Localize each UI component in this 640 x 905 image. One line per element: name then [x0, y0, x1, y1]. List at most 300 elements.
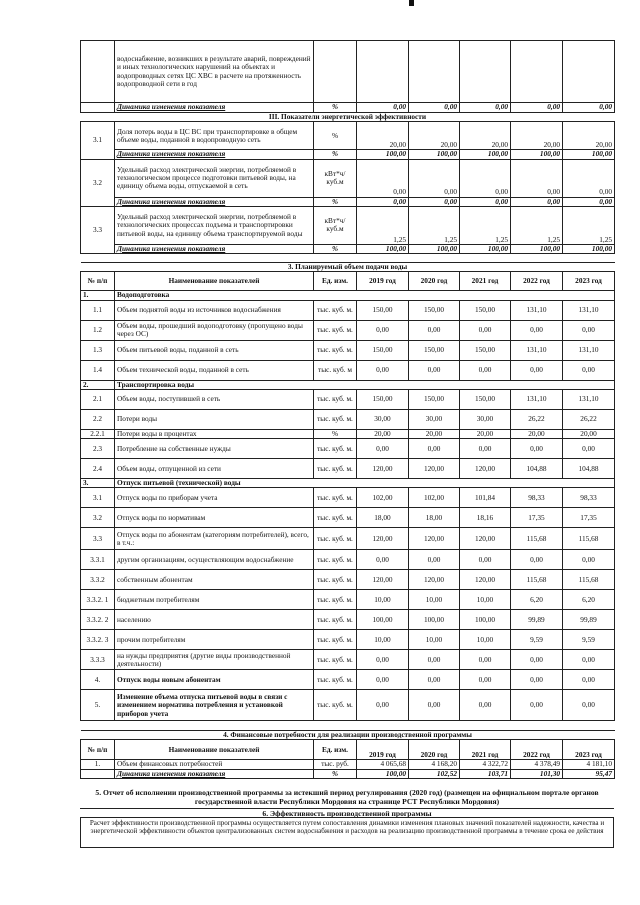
indicator-name: Объем воды, отпущенной из сети — [115, 459, 314, 479]
value-cell: 4 322,72 — [460, 760, 511, 769]
value-cell: 10,00 — [357, 590, 409, 610]
header-year: 2019 год — [357, 740, 409, 760]
indicator-name: собственным абонентам — [115, 570, 314, 590]
value-cell: 102,00 — [409, 488, 460, 508]
table-row — [81, 731, 615, 740]
value-cell: 0,00 — [563, 439, 615, 459]
table-row — [81, 670, 615, 690]
table-row — [81, 528, 615, 550]
value-cell: 10,00 — [460, 630, 511, 650]
indicator-name: Отпуск воды новым абонентам — [115, 670, 314, 690]
value-cell: 0,00 — [563, 360, 615, 380]
value-cell: 1,25 — [409, 206, 460, 244]
value-cell: 150,00 — [357, 340, 409, 360]
value-cell: 99,89 — [511, 610, 563, 630]
row-number: 1.2 — [81, 320, 115, 340]
indicator-name: Потери воды — [115, 409, 314, 429]
value-cell: 18,00 — [357, 508, 409, 528]
row-number: 3.1 — [81, 488, 115, 508]
table-row — [81, 113, 615, 122]
row-number: 3.3 — [81, 206, 115, 253]
row-number — [81, 41, 115, 103]
table-row — [81, 320, 615, 340]
indicator-name: Объем финансовых потребностей — [115, 760, 314, 769]
header-year: 2023 год — [563, 272, 615, 291]
unit-cell: % — [314, 122, 357, 150]
row-number: 3.3.2 — [81, 570, 115, 590]
table-row — [81, 690, 615, 721]
row-number: 2.1 — [81, 389, 115, 409]
value-cell: 0,00 — [511, 197, 563, 206]
group-title: Транспортировка воды — [115, 380, 615, 389]
row-number: 1.3 — [81, 340, 115, 360]
empty-cell — [409, 41, 460, 103]
value-cell: 26,22 — [511, 409, 563, 429]
unit-cell: тыс. куб. м. — [314, 459, 357, 479]
table-row — [81, 360, 615, 380]
value-cell: 104,88 — [563, 459, 615, 479]
value-cell: 0,00 — [460, 550, 511, 570]
value-cell: 100,00 — [460, 150, 511, 159]
indicator-name: прочим потребителям — [115, 630, 314, 650]
value-cell: 0,00 — [357, 690, 409, 721]
value-cell: 0,00 — [357, 360, 409, 380]
row-number: 3.3.2. 2 — [81, 610, 115, 630]
unit-cell: тыс. куб. м. — [314, 439, 357, 459]
value-cell: 100,00 — [409, 150, 460, 159]
unit-cell: тыс. куб. м. — [314, 630, 357, 650]
group-title: Водоподготовка — [115, 291, 615, 300]
value-cell: 20,00 — [460, 122, 511, 150]
value-cell: 0,00 — [409, 670, 460, 690]
value-cell: 131,10 — [511, 300, 563, 320]
value-cell: 100,00 — [409, 244, 460, 253]
value-cell: 100,00 — [357, 244, 409, 253]
value-cell: 0,00 — [357, 103, 409, 113]
value-cell: 131,10 — [563, 340, 615, 360]
value-cell: 100,00 — [511, 244, 563, 253]
header-year: 2021 год — [460, 272, 511, 291]
value-cell: 20,00 — [409, 122, 460, 150]
value-cell: 95,47 — [563, 769, 615, 778]
empty-cell — [460, 41, 511, 103]
unit-cell: % — [314, 769, 357, 778]
row-number: 3.1 — [81, 122, 115, 159]
table-row — [81, 479, 615, 488]
unit-cell: тыс. куб. м. — [314, 550, 357, 570]
value-cell: 120,00 — [460, 528, 511, 550]
unit-cell: тыс. куб. м. — [314, 320, 357, 340]
value-cell: 1,25 — [563, 206, 615, 244]
header-year: 2022 год — [511, 740, 563, 760]
header-year: 2022 год — [511, 272, 563, 291]
value-cell: 0,00 — [511, 650, 563, 670]
header-year: 2020 год — [409, 740, 460, 760]
table-row — [81, 244, 615, 253]
value-cell: 30,00 — [357, 409, 409, 429]
empty-cell — [314, 41, 357, 103]
unit-cell: % — [314, 150, 357, 159]
indicator-name: Удельный расход электрической энергии, потребляемой в технологических процессах подъема и транспортировки питьевой воды, на единицу объема транспортируемой воды — [115, 206, 314, 244]
table-row — [81, 159, 615, 197]
value-cell: 1,25 — [511, 206, 563, 244]
value-cell: 4 181,10 — [563, 760, 615, 769]
table-row — [81, 439, 615, 459]
value-cell: 120,00 — [357, 459, 409, 479]
value-cell: 101,84 — [460, 488, 511, 508]
table-row — [81, 340, 615, 360]
table-row — [81, 389, 615, 409]
header-number: № п/п — [81, 740, 115, 760]
indicator-name: Объем воды, прошедший водоподготовку (пропущено воды через ОС) — [115, 320, 314, 340]
table-row — [81, 630, 615, 650]
value-cell: 120,00 — [357, 528, 409, 550]
value-cell: 10,00 — [460, 590, 511, 610]
value-cell: 0,00 — [511, 439, 563, 459]
group-number: 3. — [81, 479, 115, 488]
header-unit: Ед. изм. — [314, 272, 357, 291]
row-number — [81, 103, 115, 113]
table-row — [81, 550, 615, 570]
empty-cell — [563, 41, 615, 103]
value-cell: 0,00 — [460, 159, 511, 197]
table-row — [81, 206, 615, 244]
indicator-name: Доля потерь воды в ЦС ВС при транспортировке в общем объеме воды, поданной в водопроводную сеть — [115, 122, 314, 150]
value-cell: 100,00 — [357, 150, 409, 159]
value-cell: 0,00 — [460, 439, 511, 459]
row-number: 3.3.2. 1 — [81, 590, 115, 610]
value-cell: 1,25 — [460, 206, 511, 244]
value-cell: 0,00 — [563, 670, 615, 690]
program-efficiency-text: Расчет эффективности производственной программы осуществляется путем сопоставления динамики изменения плановых значений показателей надежности, качества и энергетической эффективности объектов централизованных систем водоснабжения и расходов на реализацию производственной программы в течение срока ее действия — [80, 817, 614, 848]
value-cell: 150,00 — [357, 300, 409, 320]
value-cell: 150,00 — [409, 340, 460, 360]
value-cell: 100,00 — [460, 244, 511, 253]
group-number: 1. — [81, 291, 115, 300]
value-cell: 115,68 — [563, 570, 615, 590]
value-cell: 0,00 — [511, 690, 563, 721]
value-cell: 9,59 — [511, 630, 563, 650]
indicator-name: Объем питьевой воды, поданной в сеть — [115, 340, 314, 360]
value-cell: 26,22 — [563, 409, 615, 429]
table-row — [81, 380, 615, 389]
indicator-name: Отпуск воды по абонентам (категориям потребителей), всего, в т.ч.: — [115, 528, 314, 550]
value-cell: 0,00 — [460, 360, 511, 380]
row-number: 4. — [81, 670, 115, 690]
table-row — [81, 570, 615, 590]
unit-cell: тыс. куб. м. — [314, 670, 357, 690]
dynamics-label: Динамика изменения показателя — [115, 769, 314, 778]
program-efficiency-heading: 6. Эффективность производственной программы — [80, 808, 614, 818]
value-cell: 102,52 — [409, 769, 460, 778]
table-row — [81, 122, 615, 150]
indicator-name: Изменение объема отпуска питьевой воды в связи с изменением норматива потребления и установкой приборов учета — [115, 690, 314, 721]
value-cell: 30,00 — [460, 409, 511, 429]
value-cell: 0,00 — [563, 197, 615, 206]
value-cell: 120,00 — [409, 459, 460, 479]
value-cell: 0,00 — [409, 320, 460, 340]
value-cell: 115,68 — [563, 528, 615, 550]
value-cell: 100,00 — [357, 610, 409, 630]
value-cell: 102,00 — [357, 488, 409, 508]
value-cell: 0,00 — [409, 439, 460, 459]
indicator-name: Объем воды, поступившей в сеть — [115, 389, 314, 409]
energy-efficiency-table — [80, 40, 615, 254]
unit-cell: % — [314, 429, 357, 438]
value-cell: 101,30 — [511, 769, 563, 778]
row-number: 1.4 — [81, 360, 115, 380]
value-cell: 20,00 — [511, 429, 563, 438]
value-cell: 20,00 — [511, 122, 563, 150]
value-cell: 17,35 — [511, 508, 563, 528]
indicator-name: Потери воды в процентах — [115, 429, 314, 438]
indicator-name: Объем технической воды, поданной в сеть — [115, 360, 314, 380]
unit-cell: тыс. куб. м. — [314, 590, 357, 610]
unit-cell: тыс. куб. м. — [314, 690, 357, 721]
unit-cell: тыс. куб. м. — [314, 570, 357, 590]
value-cell: 0,00 — [563, 550, 615, 570]
header-unit: Ед. изм. — [314, 740, 357, 760]
value-cell: 0,00 — [409, 103, 460, 113]
value-cell: 150,00 — [460, 340, 511, 360]
value-cell: 0,00 — [409, 550, 460, 570]
program-report-heading: 5. Отчет об исполнении производственной программы за истекший период регулирования (2020 год) (размещен на официальном портале органов государственной власти Республики Мордовия на странице РСТ Республики Мордовия) — [95, 788, 599, 806]
value-cell: 99,89 — [563, 610, 615, 630]
table-row — [81, 760, 615, 769]
value-cell: 100,00 — [511, 150, 563, 159]
value-cell: 0,00 — [511, 550, 563, 570]
scan-mark — [0, 0, 640, 10]
unit-cell: тыс. куб. м — [314, 360, 357, 380]
row-number: 3.3.1 — [81, 550, 115, 570]
indicator-name: Потребление на собственные нужды — [115, 439, 314, 459]
value-cell: 1,25 — [357, 206, 409, 244]
header-year: 2019 год — [357, 272, 409, 291]
value-cell: 0,00 — [563, 690, 615, 721]
value-cell: 100,00 — [460, 610, 511, 630]
value-cell: 100,00 — [357, 769, 409, 778]
table-row — [81, 650, 615, 670]
value-cell: 0,00 — [409, 690, 460, 721]
value-cell: 98,33 — [563, 488, 615, 508]
value-cell: 20,00 — [563, 429, 615, 438]
indicator-name: другим организациям, осуществляющим водоснабжение — [115, 550, 314, 570]
row-number: 2.2 — [81, 409, 115, 429]
value-cell: 150,00 — [357, 389, 409, 409]
row-number: 3.2 — [81, 508, 115, 528]
unit-cell: тыс. куб. м. — [314, 508, 357, 528]
row-number: 3.3.3 — [81, 650, 115, 670]
dynamics-label: Динамика изменения показателя — [115, 150, 314, 159]
table-row — [81, 429, 615, 438]
table-row — [81, 488, 615, 508]
value-cell: 131,10 — [511, 389, 563, 409]
value-cell: 150,00 — [460, 389, 511, 409]
table-row — [81, 272, 615, 291]
value-cell: 100,00 — [409, 610, 460, 630]
unit-cell: тыс. куб. м. — [314, 340, 357, 360]
table-row — [81, 41, 615, 103]
value-cell: 0,00 — [409, 197, 460, 206]
table-row — [81, 459, 615, 479]
row-number: 2.2.1 — [81, 429, 115, 438]
row-number: 1. — [81, 760, 115, 769]
table-row — [81, 740, 615, 760]
value-cell: 0,00 — [460, 320, 511, 340]
value-cell: 0,00 — [460, 670, 511, 690]
unit-cell: % — [314, 197, 357, 206]
value-cell: 120,00 — [357, 570, 409, 590]
value-cell: 100,00 — [563, 244, 615, 253]
table-row — [81, 103, 615, 113]
group-number: 2. — [81, 380, 115, 389]
value-cell: 100,00 — [563, 150, 615, 159]
value-cell: 150,00 — [409, 300, 460, 320]
value-cell: 20,00 — [357, 429, 409, 438]
value-cell: 0,00 — [460, 650, 511, 670]
value-cell: 0,00 — [357, 320, 409, 340]
unit-cell: кВт*ч/ куб.м — [314, 206, 357, 244]
value-cell: 120,00 — [409, 528, 460, 550]
value-cell: 17,35 — [563, 508, 615, 528]
value-cell: 150,00 — [409, 389, 460, 409]
value-cell: 0,00 — [409, 159, 460, 197]
table-row — [81, 150, 615, 159]
row-number: 3.3 — [81, 528, 115, 550]
table-row — [81, 610, 615, 630]
table-row — [81, 769, 615, 778]
table-row — [81, 590, 615, 610]
value-cell: 6,20 — [511, 590, 563, 610]
table-row — [81, 508, 615, 528]
value-cell: 131,10 — [511, 340, 563, 360]
value-cell: 120,00 — [460, 570, 511, 590]
row-number: 3.3.2. 3 — [81, 630, 115, 650]
value-cell: 0,00 — [357, 439, 409, 459]
unit-cell: тыс. куб. м. — [314, 488, 357, 508]
value-cell: 0,00 — [409, 650, 460, 670]
empty-cell — [511, 41, 563, 103]
table-row — [81, 197, 615, 206]
unit-cell: % — [314, 103, 357, 113]
value-cell: 150,00 — [460, 300, 511, 320]
value-cell: 120,00 — [460, 459, 511, 479]
value-cell: 0,00 — [511, 360, 563, 380]
section-heading: 3. Планируемый объем подачи воды — [81, 263, 615, 272]
value-cell: 0,00 — [357, 197, 409, 206]
unit-cell: тыс. куб. м. — [314, 610, 357, 630]
unit-cell: тыс. куб. м. — [314, 528, 357, 550]
value-cell: 115,68 — [511, 528, 563, 550]
dynamics-label: Динамика изменения показателя — [115, 244, 314, 253]
value-cell: 20,00 — [460, 429, 511, 438]
row-number: 3.2 — [81, 159, 115, 206]
dynamics-label: Динамика изменения показателя — [115, 197, 314, 206]
indicator-name: водоснабжение, возникших в результате аварий, повреждений и иных технологических нарушений на объектах и водопроводных сетях ЦС ХВС в расчете на протяженность водопроводной сети в год — [115, 41, 314, 103]
unit-cell: тыс. куб. м. — [314, 409, 357, 429]
value-cell: 0,00 — [511, 670, 563, 690]
header-year: 2021 год — [460, 740, 511, 760]
value-cell: 103,71 — [460, 769, 511, 778]
value-cell: 0,00 — [460, 690, 511, 721]
value-cell: 0,00 — [460, 197, 511, 206]
value-cell: 18,00 — [409, 508, 460, 528]
value-cell: 0,00 — [357, 650, 409, 670]
value-cell: 0,00 — [563, 103, 615, 113]
value-cell: 0,00 — [511, 320, 563, 340]
header-name: Наименование показателей — [115, 740, 314, 760]
indicator-name: Удельный расход электрической энергии, потребляемой в технологическом процессе подготовки питьевой воды, на единицу объема воды, отпускаемой в сеть — [115, 159, 314, 197]
financial-needs-table — [80, 730, 615, 779]
value-cell: 0,00 — [511, 159, 563, 197]
value-cell: 4 065,68 — [357, 760, 409, 769]
value-cell: 10,00 — [409, 590, 460, 610]
value-cell: 115,68 — [511, 570, 563, 590]
value-cell: 10,00 — [357, 630, 409, 650]
value-cell: 6,20 — [563, 590, 615, 610]
value-cell: 0,00 — [563, 320, 615, 340]
header-year: 2020 год — [409, 272, 460, 291]
indicator-name: Отпуск воды по нормативам — [115, 508, 314, 528]
unit-cell: тыс. куб. м. — [314, 300, 357, 320]
indicator-name: на нужды предприятия (другие виды производственной деятельности) — [115, 650, 314, 670]
value-cell: 20,00 — [409, 429, 460, 438]
section-heading: III. Показатели энергетической эффективности — [81, 113, 615, 122]
empty-cell — [357, 41, 409, 103]
header-year: 2023 год — [563, 740, 615, 760]
unit-cell: тыс. руб. — [314, 760, 357, 769]
row-number — [81, 769, 115, 778]
value-cell: 131,10 — [563, 389, 615, 409]
value-cell: 131,10 — [563, 300, 615, 320]
unit-cell: % — [314, 244, 357, 253]
value-cell: 0,00 — [460, 103, 511, 113]
table-row — [81, 263, 615, 272]
value-cell: 0,00 — [357, 159, 409, 197]
row-number: 2.4 — [81, 459, 115, 479]
water-supply-volume-table — [80, 262, 615, 721]
section-heading: 4. Финансовые потребности для реализации производственной программы — [81, 731, 615, 740]
unit-cell: тыс. куб. м. — [314, 650, 357, 670]
table-row — [81, 291, 615, 300]
indicator-name: Объем поднятой воды из источников водоснабжения — [115, 300, 314, 320]
value-cell: 4 378,49 — [511, 760, 563, 769]
row-number: 1.1 — [81, 300, 115, 320]
header-name: Наименование показателей — [115, 272, 314, 291]
row-number: 5. — [81, 690, 115, 721]
unit-cell: кВт*ч/ куб.м — [314, 159, 357, 197]
value-cell: 4 168,20 — [409, 760, 460, 769]
indicator-name: населению — [115, 610, 314, 630]
value-cell: 98,33 — [511, 488, 563, 508]
value-cell: 120,00 — [409, 570, 460, 590]
value-cell: 0,00 — [409, 360, 460, 380]
unit-cell: тыс. куб. м. — [314, 389, 357, 409]
value-cell: 20,00 — [357, 122, 409, 150]
group-title: Отпуск питьевой (технической) воды — [115, 479, 615, 488]
table-row — [81, 409, 615, 429]
value-cell: 9,59 — [563, 630, 615, 650]
value-cell: 10,00 — [409, 630, 460, 650]
indicator-name: Отпуск воды по приборам учета — [115, 488, 314, 508]
value-cell: 0,00 — [511, 103, 563, 113]
row-number: 2.3 — [81, 439, 115, 459]
dynamics-label: Динамика изменения показателя — [115, 103, 314, 113]
value-cell: 0,00 — [563, 650, 615, 670]
value-cell: 0,00 — [357, 550, 409, 570]
value-cell: 0,00 — [357, 670, 409, 690]
value-cell: 0,00 — [563, 159, 615, 197]
